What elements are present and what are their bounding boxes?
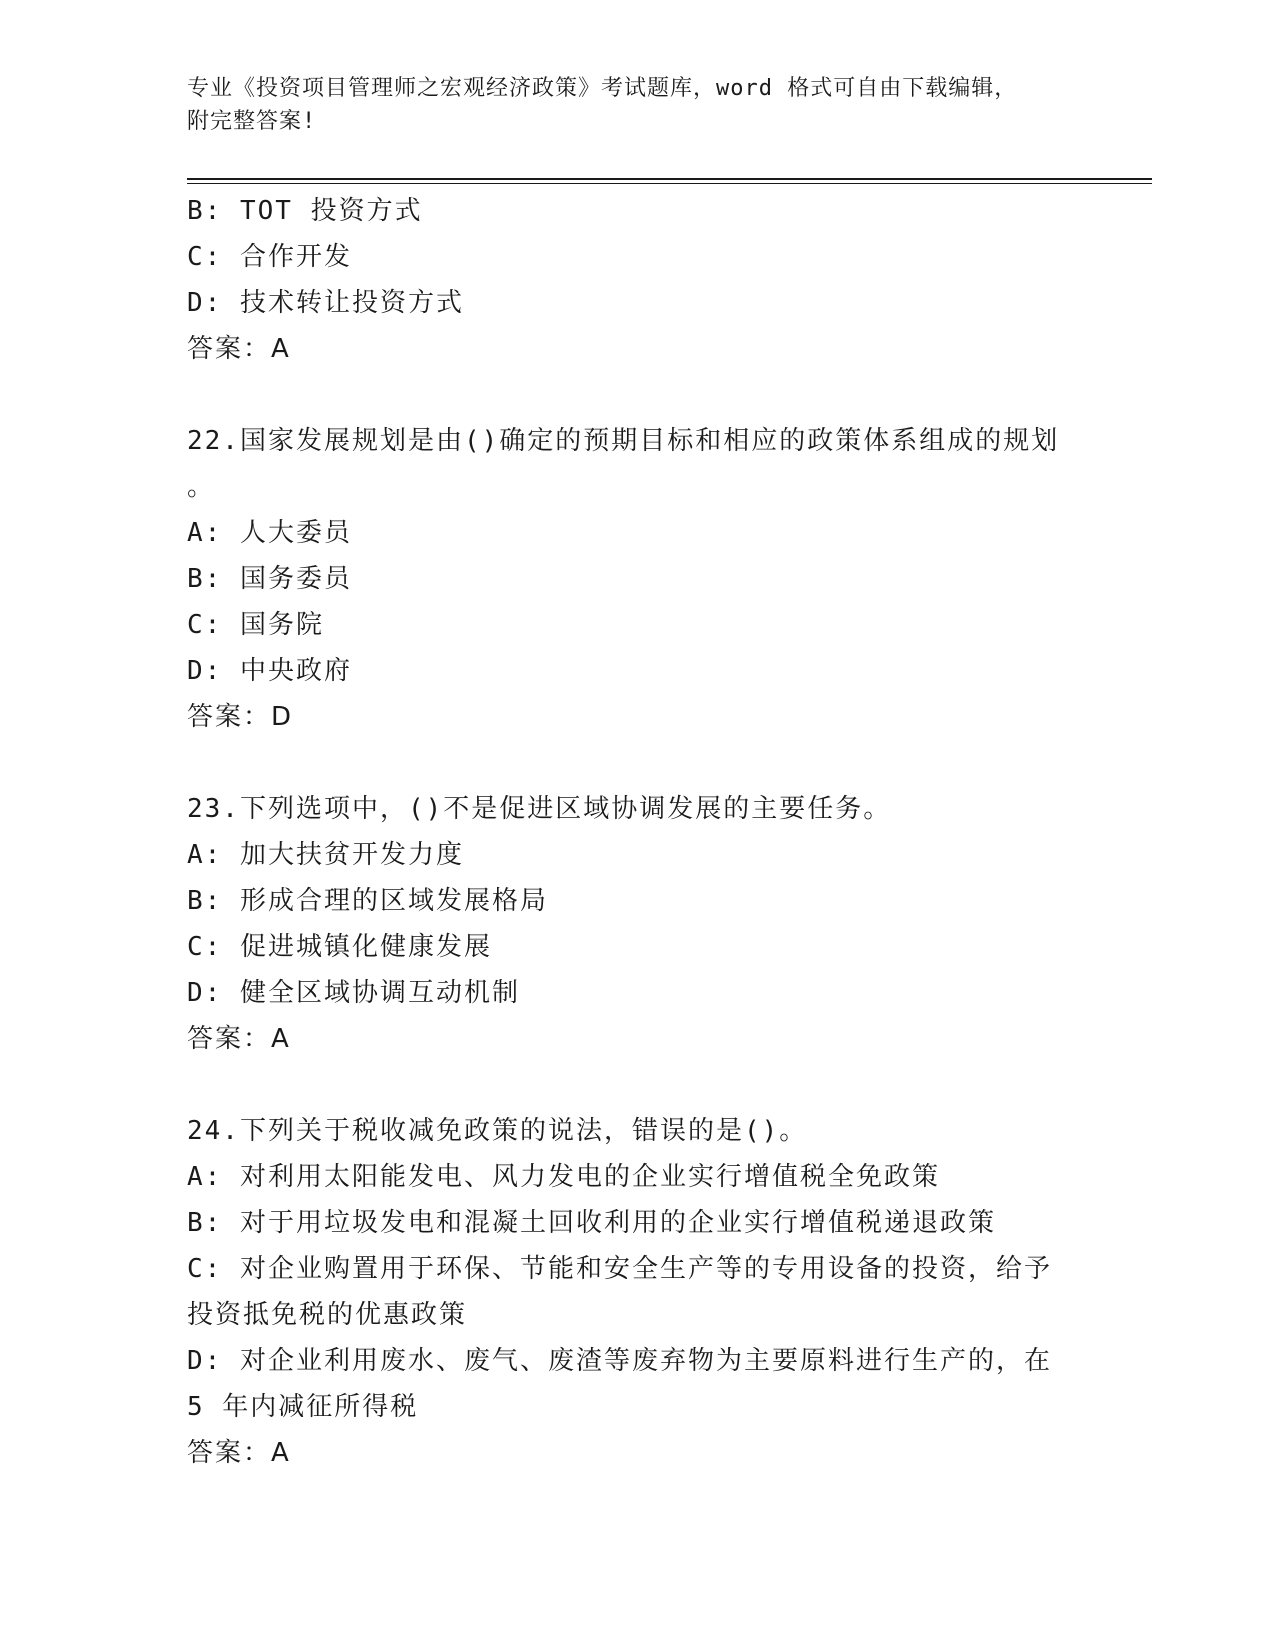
question-stem: 23.下列选项中，()不是促进区域协调发展的主要任务。 <box>187 794 892 824</box>
header-line-1: 专业《投资项目管理师之宏观经济政策》考试题库，word 格式可自由下载编辑， <box>187 76 1018 101</box>
spacer <box>187 740 1087 786</box>
answer-line: 答案：D <box>187 702 294 732</box>
option-d: D: 中央政府 <box>187 656 352 686</box>
question-stem-continuation: 。 <box>187 472 216 502</box>
question-list <box>187 188 1087 1476</box>
option-b: B: 形成合理的区域发展格局 <box>187 886 548 916</box>
answer-line: 答案：A <box>187 334 291 364</box>
question-stem: 24.下列关于税收减免政策的说法，错误的是()。 <box>187 1116 808 1146</box>
option-d-continuation: 5 年内减征所得税 <box>187 1392 419 1422</box>
option-c: C: 对企业购置用于环保、节能和安全生产等的专用设备的投资，给予 <box>187 1254 1052 1284</box>
option-c-continuation: 投资抵免税的优惠政策 <box>187 1300 468 1330</box>
option-c: C: 国务院 <box>187 610 324 640</box>
option-a: A: 人大委员 <box>187 518 352 548</box>
option-d: D: 健全区域协调互动机制 <box>187 978 520 1008</box>
question-block-23 <box>187 786 1087 1062</box>
option-a: A: 加大扶贫开发力度 <box>187 840 464 870</box>
option-b: B: 国务委员 <box>187 564 352 594</box>
header-divider-thick <box>187 178 1152 180</box>
spacer <box>187 372 1087 418</box>
answer-line: 答案：A <box>187 1438 291 1468</box>
question-stem: 22.国家发展规划是由()确定的预期目标和相应的政策体系组成的规划 <box>187 426 1060 456</box>
answer-line: 答案：A <box>187 1024 291 1054</box>
option-c: C: 促进城镇化健康发展 <box>187 932 492 962</box>
document-header <box>187 72 1087 138</box>
option-a: A: 对利用太阳能发电、风力发电的企业实行增值税全免政策 <box>187 1162 940 1192</box>
spacer <box>187 1062 1087 1108</box>
option-b: B: TOT 投资方式 <box>187 196 423 226</box>
header-divider-thin <box>187 183 1152 184</box>
header-line-2: 附完整答案! <box>187 109 317 134</box>
option-b: B: 对于用垃圾发电和混凝土回收利用的企业实行增值税递退政策 <box>187 1208 996 1238</box>
question-block-22 <box>187 418 1087 740</box>
question-block-21 <box>187 188 1087 372</box>
question-block-24 <box>187 1108 1087 1476</box>
option-d: D: 对企业利用废水、废气、废渣等废弃物为主要原料进行生产的，在 <box>187 1346 1052 1376</box>
option-d: D: 技术转让投资方式 <box>187 288 464 318</box>
option-c: C: 合作开发 <box>187 242 352 272</box>
